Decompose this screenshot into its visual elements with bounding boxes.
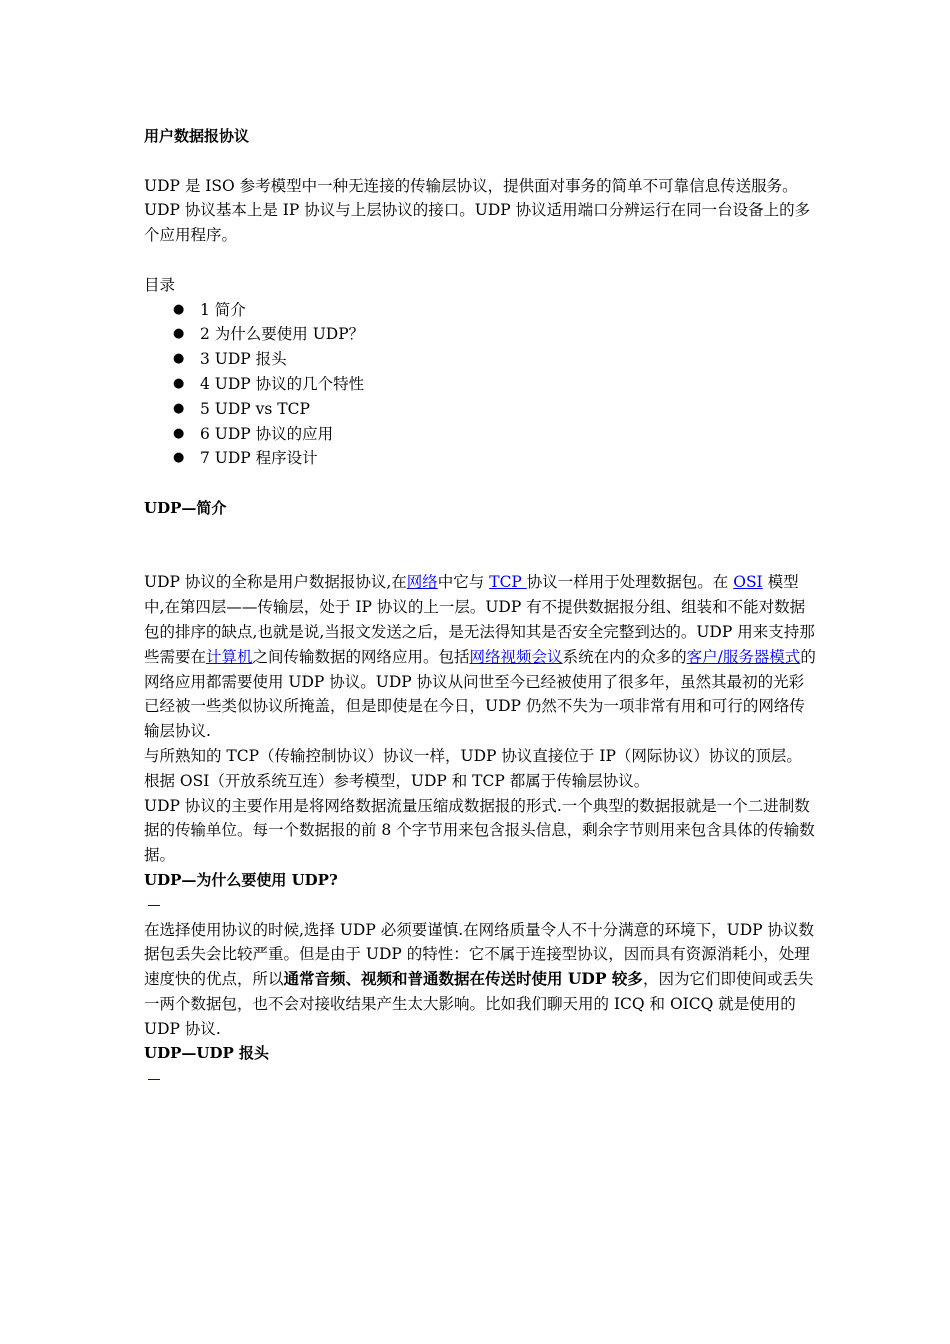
toc-item[interactable]: ● 4 UDP 协议的几个特性 (144, 372, 816, 397)
link-client-server[interactable]: 客户/服务器模式 (686, 647, 801, 666)
section-heading-intro: UDP—简介 (144, 498, 227, 517)
link-tcp[interactable]: TCP (489, 573, 527, 592)
link-video-conference[interactable]: 网络视频会议 (469, 647, 563, 666)
bullet-icon: ● (173, 301, 185, 317)
section-intro-paragraph-3: UDP 协议的主要作用是将网络数据流量压缩成数据报的形式.一个典型的数据报就是一个二进制数据的传输单位。每一个数据报的前 8 个字节用来包含报头信息，剩余字节则用来包含具体的传输数据。 (144, 796, 815, 865)
toc-item[interactable]: ● 3 UDP 报头 (144, 347, 816, 372)
intro-paragraph: UDP 是 ISO 参考模型中一种无连接的传输层协议，提供面对事务的简单不可靠信息传送服务。 UDP 协议基本上是 IP 协议与上层协议的接口。UDP 协议适用端口分辨运行在同一台设备上的多个应用程序。 (144, 176, 811, 245)
page-title: 用户数据报协议 (144, 127, 250, 145)
link-computer[interactable]: 计算机 (206, 647, 253, 666)
section-intro-paragraph-1: UDP 协议的全称是用户数据报协议,在网络中它与 TCP 协议一样用于处理数据包。在 OSI 模型中,在第四层——传输层，处于 IP 协议的上一层。UDP 有不提供数据报分组、组装和不能对数据包的排序的缺点,也就是说,当报文发送之后，是无法得知其是否安全完整到达的。UDP 用来支持那些需要在计算机之间传输数据的网络应用。包括网络视频会议系统在内的众多的客户/服务器模式的网络应用都需要使用 UDP 协议。UDP 协议从问世至今已经被使用了很多年，虽然其最初的光彩已经被一些类似协议所掩盖，但是即使是在今日，UDP 仍然不失为一项非常有用和可行的网络传输层协议. (144, 573, 816, 741)
document-body (144, 124, 816, 1091)
anchor-mark[interactable] (148, 1079, 160, 1080)
toc-item[interactable]: ● 1 简介 (144, 298, 816, 323)
section-heading-why-udp: UDP—为什么要使用 UDP? (144, 870, 338, 889)
section-intro-paragraph-2: 与所熟知的 TCP（传输控制协议）协议一样，UDP 协议直接位于 IP（网际协议）协议的顶层。根据 OSI（开放系统互连）参考模型，UDP 和 TCP 都属于传输层协议。 (144, 746, 802, 790)
toc-item[interactable]: ● 7 UDP 程序设计 (144, 446, 816, 471)
toc-item[interactable]: ● 6 UDP 协议的应用 (144, 422, 816, 447)
toc-item[interactable]: ● 2 为什么要使用 UDP？ (144, 322, 816, 347)
bullet-icon: ● (173, 450, 185, 466)
bullet-icon: ● (173, 351, 185, 367)
section-heading-header: UDP—UDP 报头 (144, 1044, 269, 1063)
anchor-mark[interactable] (148, 905, 160, 906)
link-osi[interactable]: OSI (733, 573, 763, 592)
bullet-icon: ● (173, 375, 185, 391)
toc-list (144, 298, 816, 472)
section-why-paragraph: 在选择使用协议的时候,选择 UDP 必须要谨慎.在网络质量令人不十分满意的环境下，UDP 协议数据包丢失会比较严重。但是由于 UDP 的特性：它不属于连接型协议，因而具有资源消耗小，处理速度快的优点，所以通常音频、视频和普通数据在传送时使用 UDP 较多，因为它们即使间或丢失一两个数据包，也不会对接收结果产生太大影响。比如我们聊天用的 ICQ 和 OICQ 就是使用的 UDP 协议. (144, 920, 814, 1038)
link-network[interactable]: 网络 (406, 573, 438, 592)
bullet-icon: ● (173, 400, 185, 416)
bullet-icon: ● (173, 425, 185, 441)
toc-item[interactable]: ● 5 UDP vs TCP (144, 397, 816, 422)
toc-label: 目录 (144, 275, 176, 294)
bullet-icon: ● (173, 326, 185, 342)
